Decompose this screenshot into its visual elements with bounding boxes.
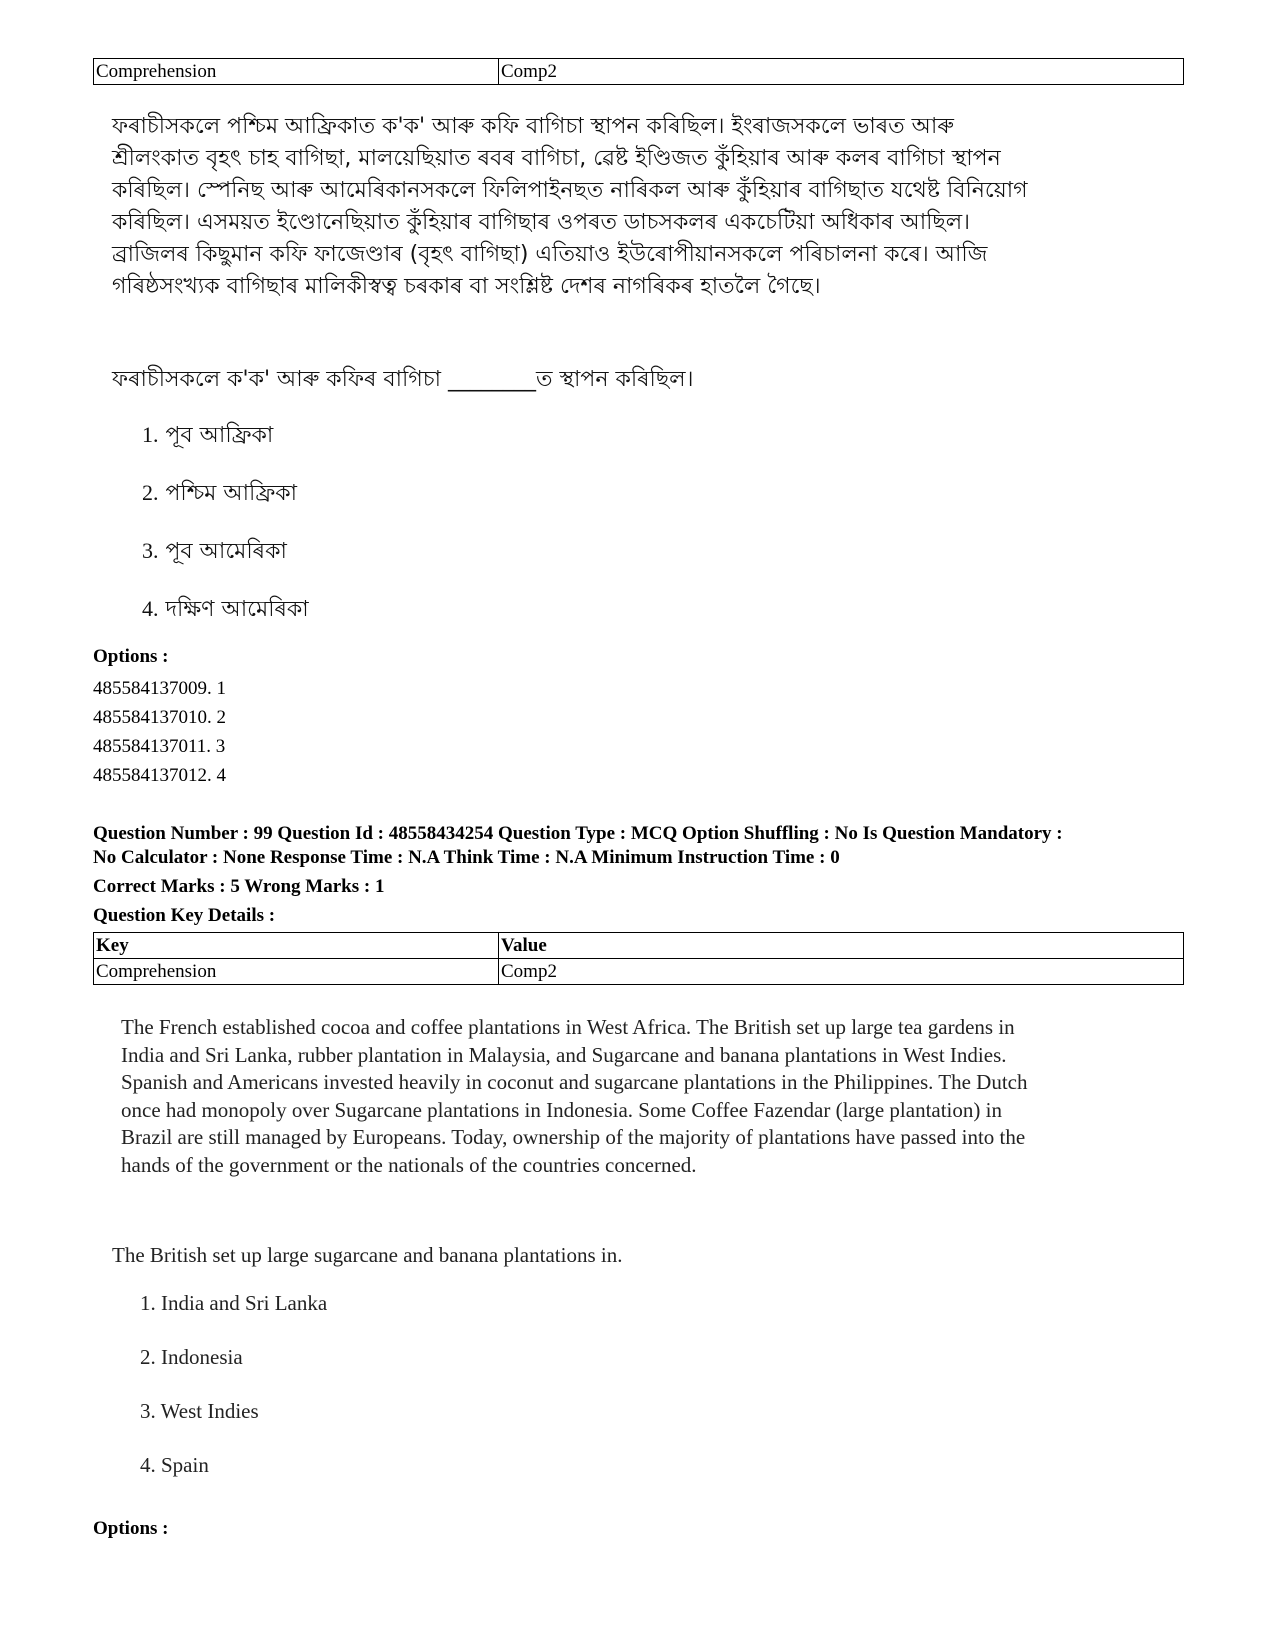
option-text: পূব আফ্ৰিকা — [165, 423, 274, 448]
passage-line: once had monopoly over Sugarcane plantations in Indonesia. Some Coffee Fazendar (large plantation) in — [121, 1097, 1002, 1122]
options-heading: Options : — [93, 1518, 169, 1539]
option-number: 1. — [142, 422, 159, 447]
option-id-list — [93, 674, 226, 790]
table-header-row — [94, 933, 1184, 959]
list-item: 3. West Indies — [140, 1399, 259, 1423]
assamese-passage — [112, 111, 1172, 303]
table-row — [94, 959, 1184, 985]
passage-line: Brazil are still managed by Europeans. Today, ownership of the majority of plantations have passed into the — [121, 1125, 1026, 1149]
table-row — [94, 59, 1184, 85]
passage-line: ব্ৰাজিলৰ কিছুমান কফি ফাজেণ্ডাৰ (বৃহৎ বাগিছা) এতিয়াও ইউৰোপীয়ানসকলে পৰিচালনা কৰে। আজি — [112, 242, 988, 267]
passage-line: ফৰাচীসকলে পশ্চিম আফ্ৰিকাত ক'ক' আৰু কফি বাগিচা স্থাপন কৰিছিল। ইংৰাজসকলে ভাৰত আৰু — [112, 114, 954, 139]
option-number: 3. — [142, 538, 159, 563]
option-id: 485584137012. 4 — [93, 765, 226, 786]
english-passage — [121, 1014, 1181, 1179]
list-item — [142, 536, 309, 594]
options-heading: Options : — [93, 646, 169, 667]
passage-line: কৰিছিল। স্পেনিছ আৰু আমেৰিকানসকলে ফিলিপাইনছত নাৰিকল আৰু কুঁহিয়াৰ বাগিছাত যথেষ্ট বিনিয়োগ — [112, 178, 1028, 203]
marks-line: Correct Marks : 5 Wrong Marks : 1 — [93, 876, 385, 897]
list-item: 1. India and Sri Lanka — [140, 1291, 328, 1315]
table-value-cell: Comp2 — [499, 959, 1184, 985]
list-item: 2. Indonesia — [140, 1345, 243, 1369]
option-id: 485584137009. 1 — [93, 678, 226, 699]
table-key-cell: Comprehension — [94, 59, 499, 85]
option-text: দক্ষিণ আমেৰিকা — [165, 597, 309, 622]
comprehension-table-top — [93, 58, 1184, 85]
option-number: 4. — [142, 596, 159, 621]
table-header-key: Key — [94, 933, 499, 959]
table-header-value: Value — [499, 933, 1184, 959]
question-meta-line: No Calculator : None Response Time : N.A Think Time : N.A Minimum Instruction Time : 0 — [93, 847, 840, 868]
list-item — [142, 420, 309, 478]
english-question: The British set up large sugarcane and banana plantations in. — [112, 1243, 623, 1267]
passage-line: India and Sri Lanka, rubber plantation in Malaysia, and Sugarcane and banana plantations in West Indies. — [121, 1042, 1007, 1067]
option-id: 485584137011. 3 — [93, 736, 226, 757]
assamese-options-list — [142, 420, 309, 652]
option-text: পশ্চিম আফ্ৰিকা — [165, 481, 297, 506]
table-value-cell: Comp2 — [499, 59, 1184, 85]
option-text: পূব আমেৰিকা — [165, 539, 287, 564]
passage-line: শ্ৰীলংকাত বৃহৎ চাহ বাগিছা, মালয়েছিয়াত ৰবৰ বাগিচা, ৱেষ্ট ইণ্ডিজত কুঁহিয়াৰ আৰু কলৰ বাগিচা স্থাপন — [112, 146, 1001, 171]
passage-line: hands of the government or the nationals of the countries concerned. — [121, 1152, 697, 1177]
list-item: 4. Spain — [140, 1453, 209, 1477]
english-options-list — [140, 1289, 327, 1505]
assamese-question: ফৰাচীসকলে ক'ক' আৰু কফিৰ বাগিচা ________ত স্থাপন কৰিছিল। — [112, 367, 694, 392]
key-details-heading: Question Key Details : — [93, 905, 276, 926]
table-key-cell: Comprehension — [94, 959, 499, 985]
option-number: 2. — [142, 480, 159, 505]
question-meta — [93, 822, 1193, 870]
list-item — [142, 478, 309, 536]
passage-line: Spanish and Americans invested heavily in coconut and sugarcane plantations in the Philippines. The Dutch — [121, 1070, 1028, 1094]
passage-line: The French established cocoa and coffee plantations in West Africa. The British set up large tea gardens in — [121, 1015, 1015, 1039]
passage-line: কৰিছিল। এসময়ত ইণ্ডোনেছিয়াত কুঁহিয়াৰ বাগিছাৰ ওপৰত ডাচসকলৰ একচেটিয়া অধিকাৰ আছিল। — [112, 210, 971, 235]
option-id: 485584137010. 2 — [93, 707, 226, 728]
list-item — [142, 594, 309, 652]
question-key-table — [93, 932, 1184, 985]
passage-line: গৰিষ্ঠসংখ্যক বাগিছাৰ মালিকীস্বত্ব চৰকাৰ বা সংশ্লিষ্ট দেশৰ নাগৰিকৰ হাতলৈ গৈছে। — [112, 274, 821, 299]
question-meta-line: Question Number : 99 Question Id : 48558434254 Question Type : MCQ Option Shuffling : No Is Question Mandatory : — [93, 823, 1063, 844]
